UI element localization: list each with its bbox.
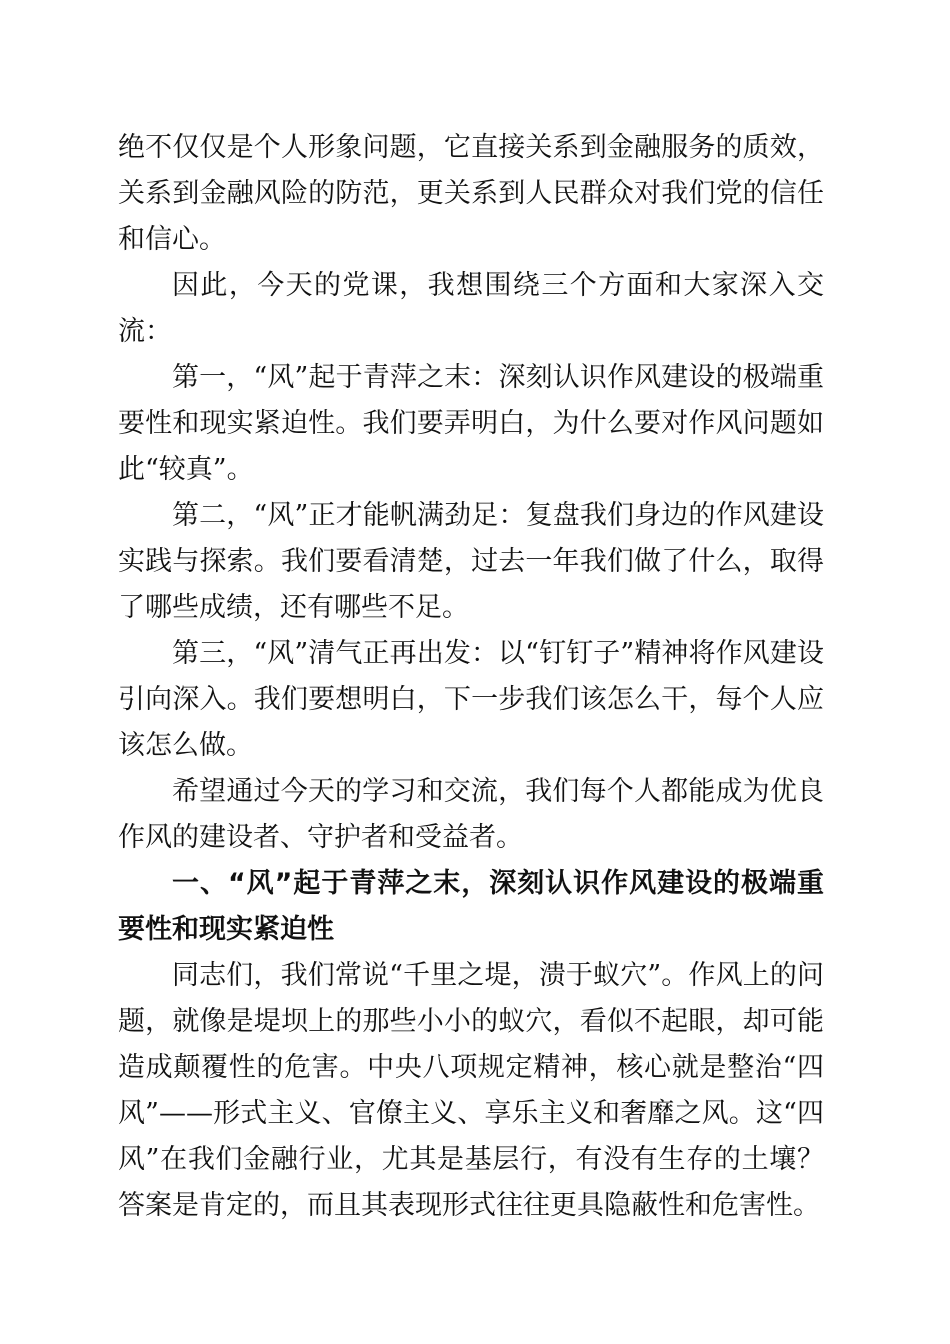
paragraph-point-three: 第三，“风”清气正再出发：以“钉钉子”精神将作风建设引向深入。我们要想明白，下一步我们该怎么干，每个人应该怎么做。 [118, 638, 824, 761]
paragraph-point-one: 第一，“风”起于青萍之末：深刻认识作风建设的极端重要性和现实紧迫性。我们要弄明白，为什么要对作风问题如此“较真”。 [118, 362, 824, 485]
paragraph-intro: 因此，今天的党课，我想围绕三个方面和大家深入交流： [118, 270, 824, 347]
section-paragraph: 同志们，我们常说“千里之堤，溃于蚁穴”。作风上的问题，就像是堤坝上的那些小小的蚁穴，看似不起眼，却可能造成颠覆性的危害。中央八项规定精神，核心就是整治“四风”——形式主义、官僚主义、享乐主义和奢靡之风。这“四风”在我们金融行业，尤其是基层行，有没有生存的土壤？答案是肯定的，而且其表现形式往往更具隐蔽性和危害性。 [118, 960, 824, 1221]
paragraph-continuation: 绝不仅仅是个人形象问题，它直接关系到金融服务的质效，关系到金融风险的防范，更关系到人民群众对我们党的信任和信心。 [118, 132, 824, 255]
paragraph-hope: 希望通过今天的学习和交流，我们每个人都能成为优良作风的建设者、守护者和受益者。 [118, 776, 824, 853]
paragraph-point-two: 第二，“风”正才能帆满劲足：复盘我们身边的作风建设实践与探索。我们要看清楚，过去一年我们做了什么，取得了哪些成绩，还有哪些不足。 [118, 500, 824, 623]
section-heading: 一、“风”起于青萍之末，深刻认识作风建设的极端重要性和现实紧迫性 [118, 868, 824, 945]
document-body [118, 125, 824, 1229]
